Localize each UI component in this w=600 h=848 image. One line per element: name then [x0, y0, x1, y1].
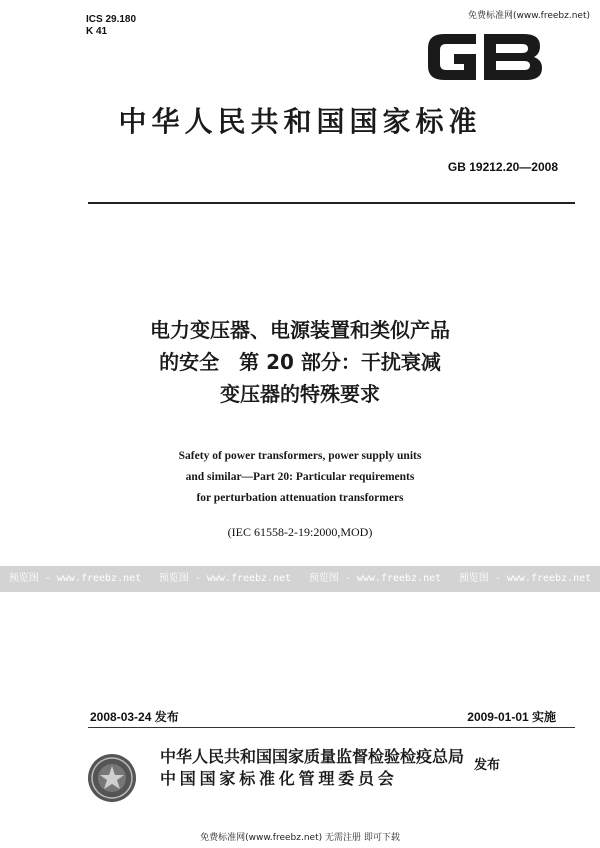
english-title-line-2: and similar—Part 20: Particular requirements [185, 471, 415, 483]
chinese-title-line-3: 变压器的特殊要求 [220, 382, 380, 406]
gb-logo [424, 26, 546, 88]
ics-code: ICS 29.180 [86, 14, 137, 25]
k-code: K 41 [86, 26, 108, 37]
issue-date: 2008-03-24 发布 [90, 710, 179, 724]
national-standard-title: 中华人民共和国国家标准 [118, 105, 482, 138]
english-title-line-3: for perturbation attenuation transformers [196, 492, 404, 504]
publish-label: 发布 [474, 758, 501, 773]
chinese-title-line-2: 的安全 第 20 部分：干扰衰减 [159, 350, 441, 374]
watermark-item: 预览图 - www.freebz.net [8, 573, 142, 584]
preview-watermark-bar [0, 566, 600, 592]
implementation-date: 2009-01-01 实施 [467, 710, 556, 724]
watermark-item: 预览图 - www.freebz.net [158, 573, 292, 584]
gb-logo-icon [424, 26, 546, 88]
header-divider [88, 202, 575, 204]
standard-number: GB 19212.20—2008 [447, 160, 558, 174]
chinese-title [0, 314, 600, 410]
watermark-item: 预览图 - www.freebz.net [458, 573, 592, 584]
chinese-title-line-1: 电力变压器、电源装置和类似产品 [150, 318, 450, 342]
english-title [0, 446, 600, 509]
publishers-block [160, 746, 464, 790]
iec-reference: (IEC 61558-2-19:2000,MOD) [227, 525, 373, 539]
footer-site-link[interactable]: 免费标准网(www.freebz.net) 无需注册 即可下载 [200, 833, 400, 843]
ics-code-block [86, 14, 136, 38]
publisher-sac: 中国国家标准化管理委员会 [160, 769, 398, 788]
seal-emblem-icon [86, 752, 138, 804]
footer-divider [88, 727, 575, 728]
watermark-item: 预览图 - www.freebz.net [308, 573, 442, 584]
site-url-link[interactable]: 免费标准网(www.freebz.net) [468, 11, 590, 21]
english-title-line-1: Safety of power transformers, power supply units [178, 450, 422, 462]
official-seal [86, 752, 138, 804]
publisher-aqsiq: 中华人民共和国国家质量监督检验检疫总局 [160, 747, 465, 766]
